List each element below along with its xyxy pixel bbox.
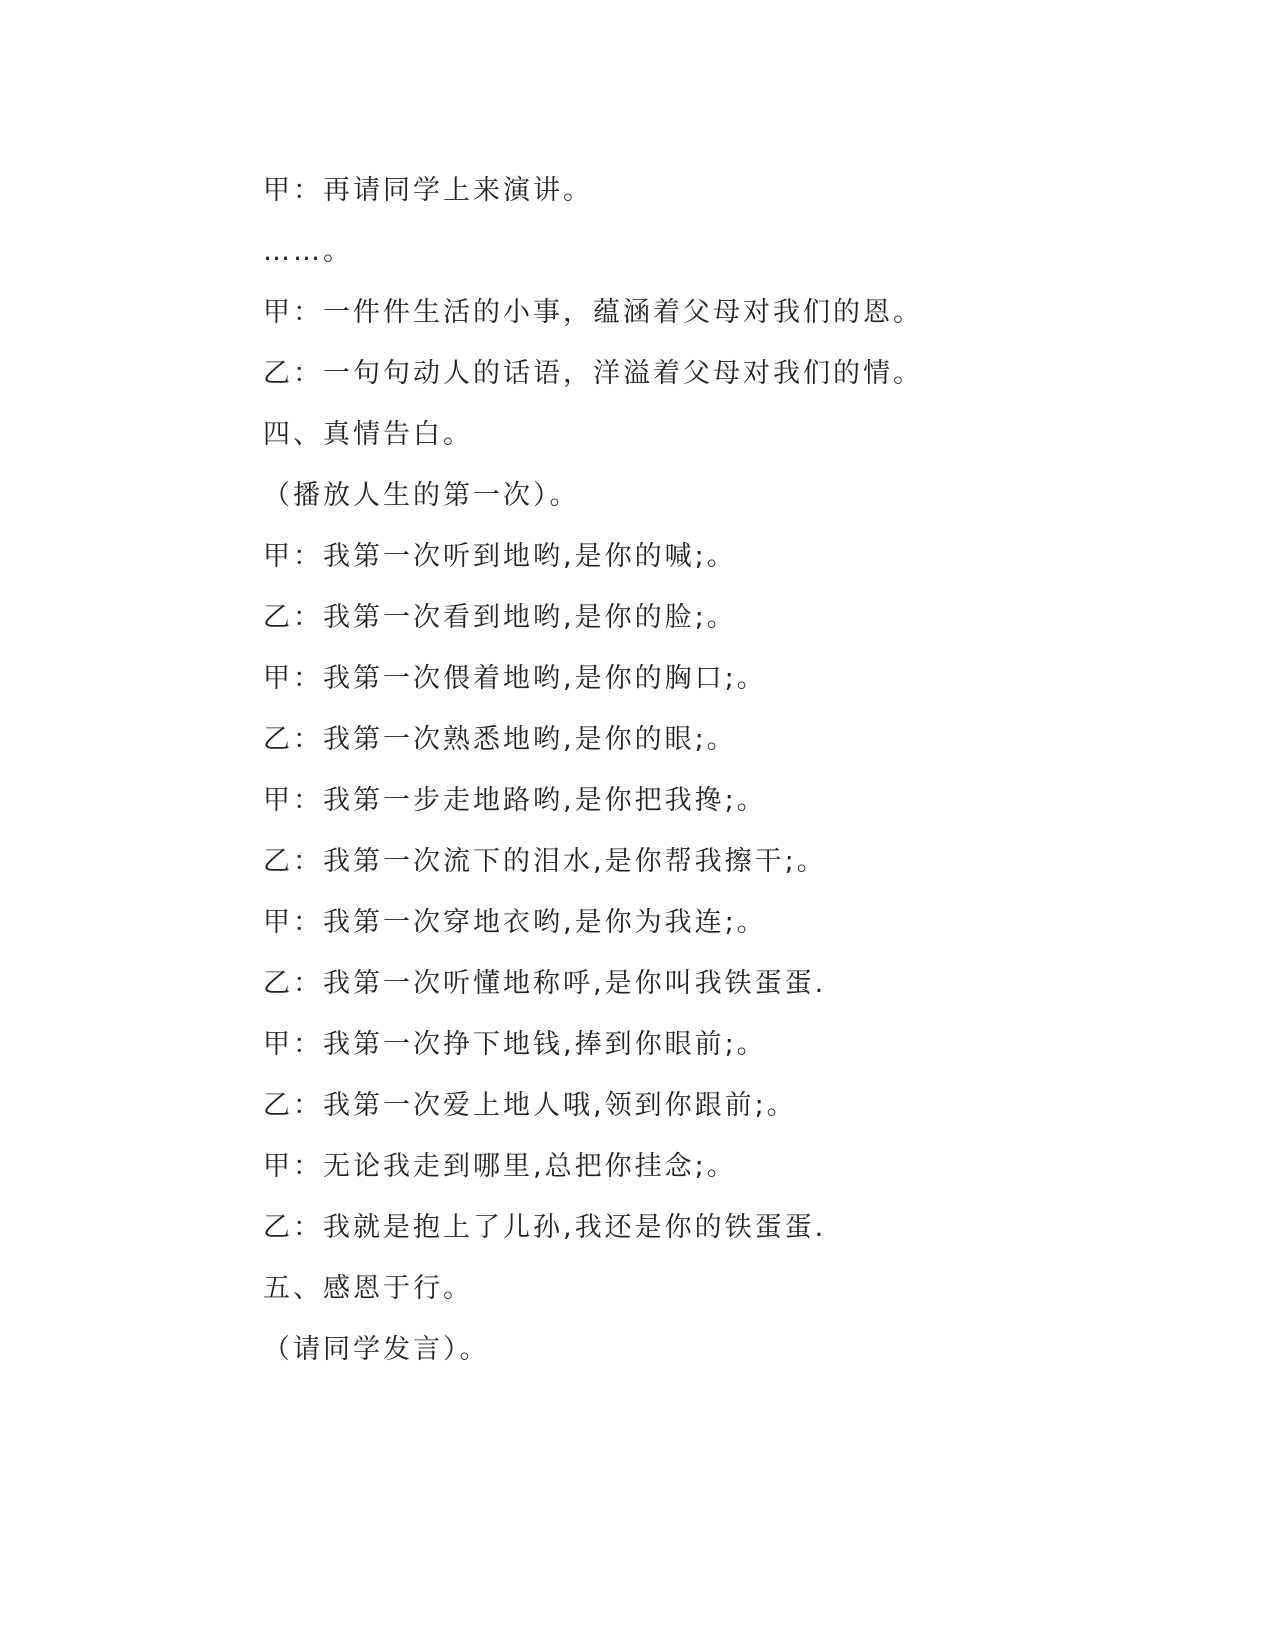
document-body bbox=[263, 160, 1163, 1380]
text-line: 乙：我第一次看到地哟,是你的脸;。 bbox=[263, 602, 737, 633]
text-line: 甲：我第一次挣下地钱,捧到你眼前;。 bbox=[263, 1029, 767, 1060]
text-line: 甲：无论我走到哪里,总把你挂念;。 bbox=[263, 1151, 737, 1182]
text-line: 乙：我第一次流下的泪水,是你帮我擦干;。 bbox=[263, 846, 827, 877]
text-line: （请同学发言）。 bbox=[263, 1334, 490, 1365]
text-line: ……。 bbox=[263, 236, 353, 267]
text-line: （播放人生的第一次）。 bbox=[263, 480, 580, 511]
text-line: 乙：我第一次听懂地称呼,是你叫我铁蛋蛋. bbox=[263, 968, 827, 999]
text-line: 乙：一句句动人的话语，洋溢着父母对我们的情。 bbox=[263, 358, 923, 389]
text-line: 甲：我第一次穿地衣哟,是你为我连;。 bbox=[263, 907, 767, 938]
section-heading: 四、真情告白。 bbox=[263, 419, 473, 450]
text-line: 乙：我第一次熟悉地哟,是你的眼;。 bbox=[263, 724, 737, 755]
text-line: 甲：我第一次偎着地哟,是你的胸口;。 bbox=[263, 663, 767, 694]
text-line: 甲：再请同学上来演讲。 bbox=[263, 175, 593, 206]
text-line: 乙：我就是抱上了儿孙,我还是你的铁蛋蛋. bbox=[263, 1212, 827, 1243]
text-line: 甲：一件件生活的小事，蕴涵着父母对我们的恩。 bbox=[263, 297, 923, 328]
section-heading: 五、感恩于行。 bbox=[263, 1273, 473, 1304]
text-line: 甲：我第一次听到地哟,是你的喊;。 bbox=[263, 541, 737, 572]
text-line: 甲：我第一步走地路哟,是你把我搀;。 bbox=[263, 785, 767, 816]
text-line: 乙：我第一次爱上地人哦,领到你跟前;。 bbox=[263, 1090, 797, 1121]
